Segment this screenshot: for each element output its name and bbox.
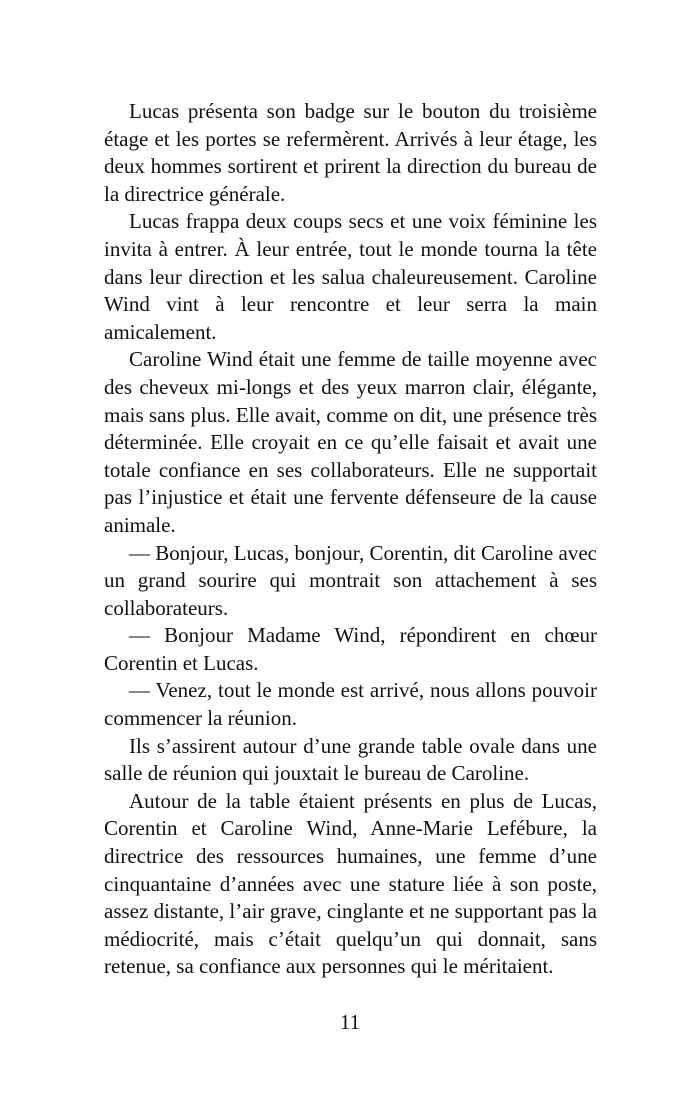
paragraph-8: Autour de la table étaient présents en plus de Lucas, Corentin et Caroline Wind, Anne-Marie Lefébure, la directrice des ressources humaines, une femme d’une cinquantaine d’années avec une stature liée à son poste, assez distante, l’air grave, cinglante et ne supportant pas la médiocrité, mais c’était quelqu’un qui donnait, sans retenue, sa confiance aux personnes qui le méritaient.	[104, 788, 597, 979]
paragraph-4: — Bonjour, Lucas, bonjour, Corentin, dit Caroline avec un grand sourire qui montrait son attachement à ses collaborateurs.	[104, 540, 597, 620]
body-text	[104, 98, 597, 981]
paragraph-5: — Bonjour Madame Wind, répondirent en chœur Corentin et Lucas.	[104, 623, 597, 675]
paragraph-7: Ils s’assirent autour d’une grande table ovale dans une salle de réunion qui jouxtait le bureau de Caroline.	[104, 733, 597, 786]
paragraph-6: — Venez, tout le monde est arrivé, nous allons pouvoir commencer la réunion.	[104, 678, 597, 731]
page-number: 11	[339, 1010, 361, 1034]
paragraph-3: Caroline Wind était une femme de taille moyenne avec des cheveux mi-longs et des yeux marron clair, élégante, mais sans plus. Elle avait, comme on dit, une présence très déterminée. Elle croyait en ce qu’elle faisait et avait une totale confiance en ses collaborateurs. Elle ne supportait pas l’injustice et était une fervente défenseure de la cause animale.	[104, 347, 597, 537]
paragraph-2: Lucas frappa deux coups secs et une voix féminine les invita à entrer. À leur entrée, tout le monde tourna la tête dans leur direction et les salua chaleureusement. Caroline Wind vint à leur rencontre et leur serra la main amicalement.	[104, 209, 597, 344]
paragraph-1: Lucas présenta son badge sur le bouton du troisième étage et les portes se refermèrent. Arrivés à leur étage, les deux hommes sortirent et prirent la direction du bureau de la directrice générale.	[104, 99, 597, 206]
